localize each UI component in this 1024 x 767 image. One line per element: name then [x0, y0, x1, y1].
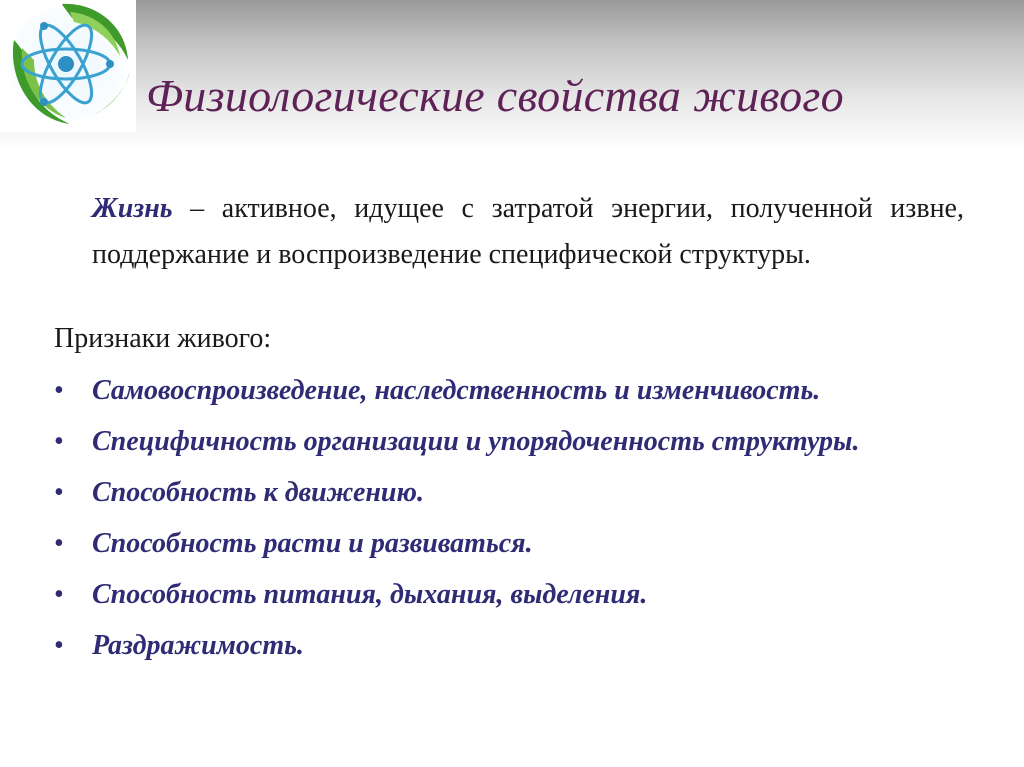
atom-leaf-logo-icon — [0, 0, 136, 132]
list-item — [54, 574, 964, 615]
bullet-icon: • — [54, 579, 64, 610]
list-item — [54, 421, 964, 462]
list-item — [54, 625, 964, 666]
life-definition — [92, 186, 964, 278]
list-item-text: Способность к движению. — [92, 477, 424, 508]
definition-term: Жизнь — [92, 193, 173, 224]
signs-list — [54, 370, 964, 676]
bullet-icon: • — [54, 477, 64, 508]
list-item-text: Способность расти и развиваться. — [92, 528, 533, 559]
list-item-text: Раздражимость. — [92, 630, 304, 661]
bullet-icon: • — [54, 528, 64, 559]
list-item — [54, 370, 964, 411]
list-item-text: Специфичность организации и упорядоченность структуры. — [92, 426, 860, 457]
slide-title: Физиологические свойства живого — [146, 70, 844, 121]
bullet-icon: • — [54, 630, 64, 661]
bullet-icon: • — [54, 375, 64, 406]
list-item-text: Способность питания, дыхания, выделения. — [92, 579, 648, 610]
bullet-icon: • — [54, 426, 64, 457]
list-item — [54, 523, 964, 564]
signs-heading: Признаки живого: — [54, 323, 272, 354]
list-item-text: Самовоспроизведение, наследственность и изменчивость. — [92, 375, 821, 406]
definition-text: – активное, идущее с затратой энергии, полученной извне, поддержание и воспроизведение специфической структуры. — [92, 193, 964, 270]
list-item — [54, 472, 964, 513]
